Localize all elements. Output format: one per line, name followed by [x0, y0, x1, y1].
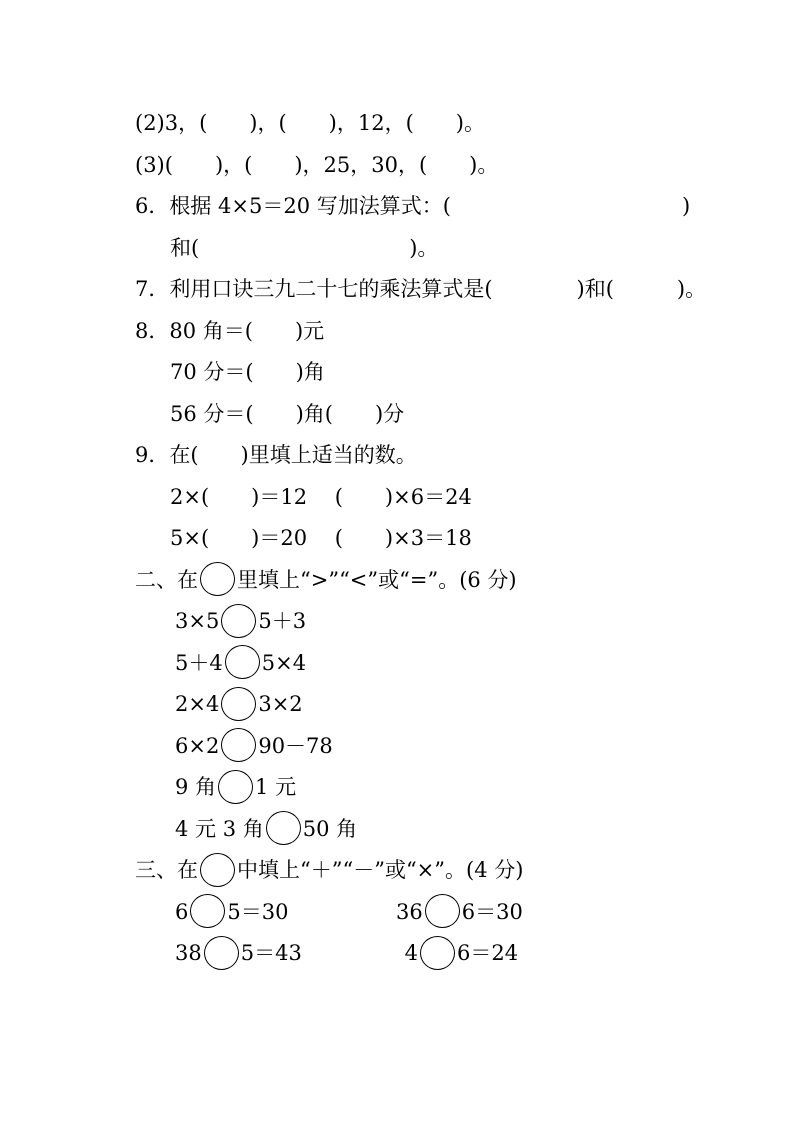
comparison-item — [135, 726, 743, 768]
comparison-left: 9 角 — [175, 775, 217, 799]
question-8-line-1: 8．80 角＝( )元 — [135, 318, 325, 343]
comparison-item — [135, 767, 743, 809]
comparison-right: 5＋3 — [258, 609, 307, 633]
answer-circle — [190, 894, 225, 928]
question-8-line-3: 56 分＝( )角( )分 — [170, 401, 405, 426]
comparison-right: 3×2 — [258, 692, 303, 716]
comparison-left: 2×4 — [175, 692, 220, 716]
operator-item — [396, 900, 523, 924]
section-3-title-post: 中填上“＋”“－”或“×”。(4 分) — [237, 858, 524, 882]
operator-row — [135, 892, 743, 934]
comparison-right: 1 元 — [255, 775, 297, 799]
comparison-left: 3×5 — [175, 609, 220, 633]
number-sequence-line-2: (2)3，( )，( )，12，( )。 — [135, 111, 485, 135]
section-2-title — [135, 560, 743, 602]
comparison-item — [135, 643, 743, 685]
comparison-right: 5×4 — [261, 650, 307, 675]
answer-circle — [221, 728, 256, 762]
operator-item — [175, 933, 396, 975]
answer-circle — [204, 936, 239, 970]
comparison-left: 6×2 — [175, 733, 220, 758]
question-8-line-2: 70 分＝( )角 — [170, 360, 325, 384]
section-3-title — [135, 850, 743, 892]
operand-right: 5＝43 — [240, 941, 302, 965]
operator-item — [396, 941, 518, 965]
answer-circle — [221, 604, 256, 638]
answer-circle — [221, 687, 256, 721]
operand-right: 6＝24 — [457, 941, 519, 965]
comparison-item — [135, 684, 743, 726]
answer-circle — [218, 770, 253, 804]
answer-circle — [200, 562, 235, 596]
question-6-line-1: 6．根据 4×5＝20 写加法算式：( ) — [135, 194, 691, 218]
section-2-title-pre: 二、在 — [135, 567, 198, 592]
comparison-item — [135, 601, 743, 643]
operand-left: 36 — [396, 899, 423, 924]
operator-row — [135, 933, 743, 975]
answer-circle — [266, 811, 301, 845]
operand-right: 5＝30 — [227, 899, 289, 924]
operand-left: 4 — [404, 941, 418, 965]
section-2-title-post: 里填上“>”“<”或“=”。(6 分) — [237, 567, 517, 592]
comparison-item — [135, 809, 743, 851]
question-6-line-2: 和( )。 — [170, 235, 439, 260]
comparison-right: 90－78 — [258, 733, 333, 758]
section-3-title-pre: 三、在 — [135, 858, 198, 882]
operand-right: 6＝30 — [461, 899, 523, 924]
comparison-left: 4 元 3 角 — [175, 816, 264, 841]
question-9-line-2: 5×( )＝20 ( )×3＝18 — [170, 526, 472, 550]
operand-left: 6 — [175, 899, 189, 924]
question-7: 7．利用口诀三九二十七的乘法算式是( )和( )。 — [135, 277, 707, 301]
number-sequence-line-3: (3)( )，( )，25，30，( )。 — [135, 152, 499, 177]
comparison-left: 5＋4 — [175, 650, 223, 675]
operand-left: 38 — [175, 941, 202, 965]
answer-circle — [425, 894, 460, 928]
answer-circle — [200, 853, 235, 887]
question-9-title: 9．在( )里填上适当的数。 — [135, 443, 417, 467]
answer-circle — [225, 645, 260, 679]
operator-item — [175, 892, 396, 934]
comparison-right: 50 角 — [302, 816, 358, 841]
answer-circle — [420, 936, 455, 970]
question-9-line-1: 2×( )＝12 ( )×6＝24 — [170, 484, 472, 509]
